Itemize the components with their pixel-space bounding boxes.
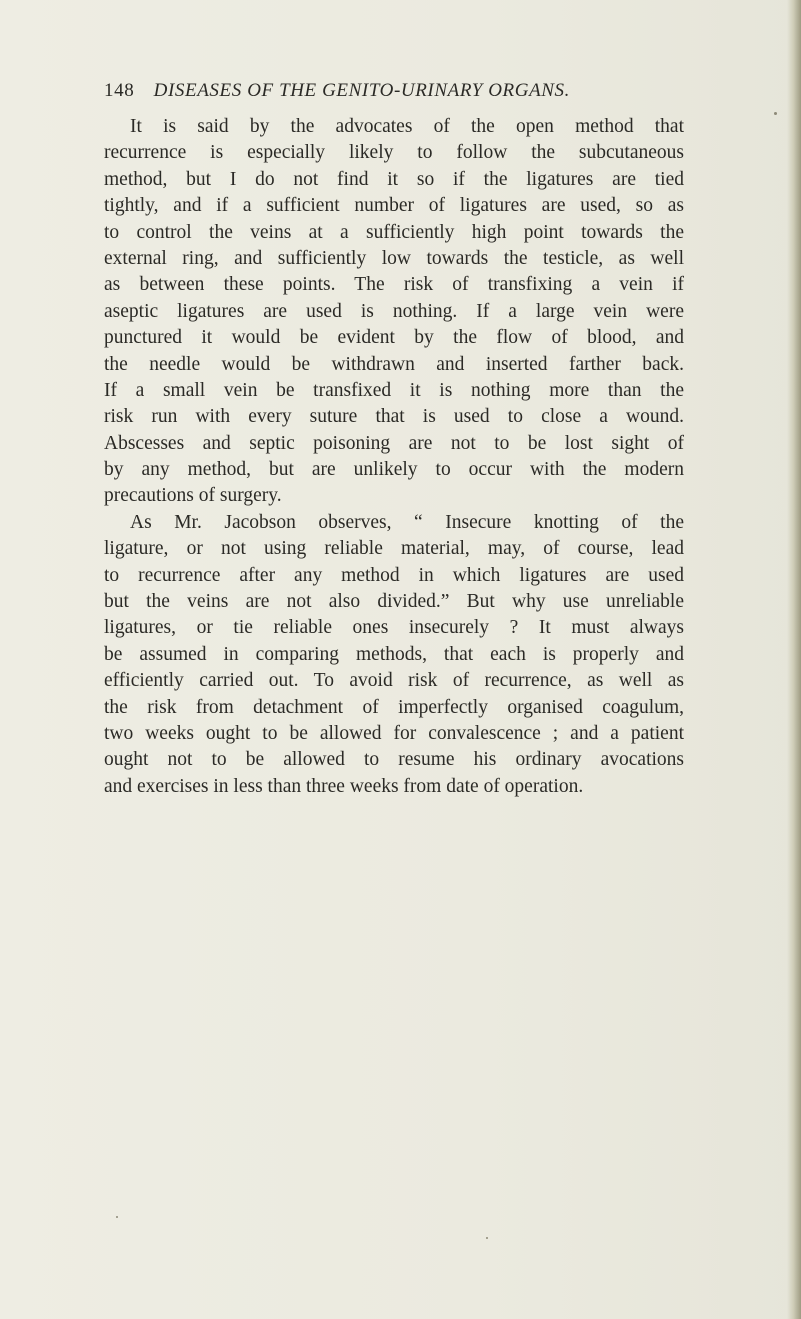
text-line: aseptic ligatures are used is nothing. If a large vein were xyxy=(104,300,684,322)
text-line: to control the veins at a sufficiently high point towards the xyxy=(104,221,684,243)
paper-speck xyxy=(774,112,777,115)
page-number: 148 xyxy=(104,80,135,101)
text-line: external ring, and sufficiently low towards the testicle, as well xyxy=(104,247,684,269)
text-line: ought not to be allowed to resume his ordinary avocations xyxy=(104,749,684,771)
text-line: If a small vein be transfixed it is nothing more than the xyxy=(104,379,684,401)
page-header xyxy=(104,80,704,108)
text-line: as between these points. The risk of transfixing a vein if xyxy=(104,274,684,296)
text-line: It is said by the advocates of the open method that xyxy=(130,116,684,137)
text-line: method, but I do not find it so if the ligatures are tied xyxy=(104,168,684,190)
text-line: precautions of surgery. xyxy=(104,485,282,507)
text-line: risk run with every suture that is used to close a wound. xyxy=(104,406,684,428)
text-line: the needle would be withdrawn and inserted farther back. xyxy=(104,353,684,375)
paragraph-1 xyxy=(104,114,684,510)
text-line: two weeks ought to be allowed for convalescence ; and a patient xyxy=(104,722,684,744)
text-line: and exercises in less than three weeks from date of operation. xyxy=(104,775,584,797)
paper-speck xyxy=(486,1237,488,1239)
text-line: the risk from detachment of imperfectly organised coagulum, xyxy=(104,696,684,718)
text-line: Abscesses and septic poisoning are not to be lost sight of xyxy=(104,432,684,454)
running-head: DISEASES OF THE GENITO-URINARY ORGANS. xyxy=(153,80,570,101)
paper-speck xyxy=(116,1216,118,1218)
text-line: ligature, or not using reliable material, may, of course, lead xyxy=(104,538,684,560)
text-line: tightly, and if a sufficient number of ligatures are used, so as xyxy=(104,195,684,217)
text-line: but the veins are not also divided.” But why use unreliable xyxy=(104,591,684,613)
text-line: recurrence is especially likely to follow the subcutaneous xyxy=(104,142,684,164)
text-line: punctured it would be evident by the flow of blood, and xyxy=(104,327,684,349)
paragraph-2 xyxy=(104,510,684,800)
text-line: be assumed in comparing methods, that each is properly and xyxy=(104,643,684,665)
text-line: ligatures, or tie reliable ones insecurely ? It must always xyxy=(104,617,684,639)
text-line: efficiently carried out. To avoid risk of recurrence, as well as xyxy=(104,670,684,692)
text-line: As Mr. Jacobson observes, “ Insecure knotting of the xyxy=(130,511,684,533)
text-line: to recurrence after any method in which ligatures are used xyxy=(104,564,684,586)
page-edge-shadow xyxy=(787,0,801,1319)
body-text xyxy=(104,114,684,800)
text-line: by any method, but are unlikely to occur with the modern xyxy=(104,459,684,481)
